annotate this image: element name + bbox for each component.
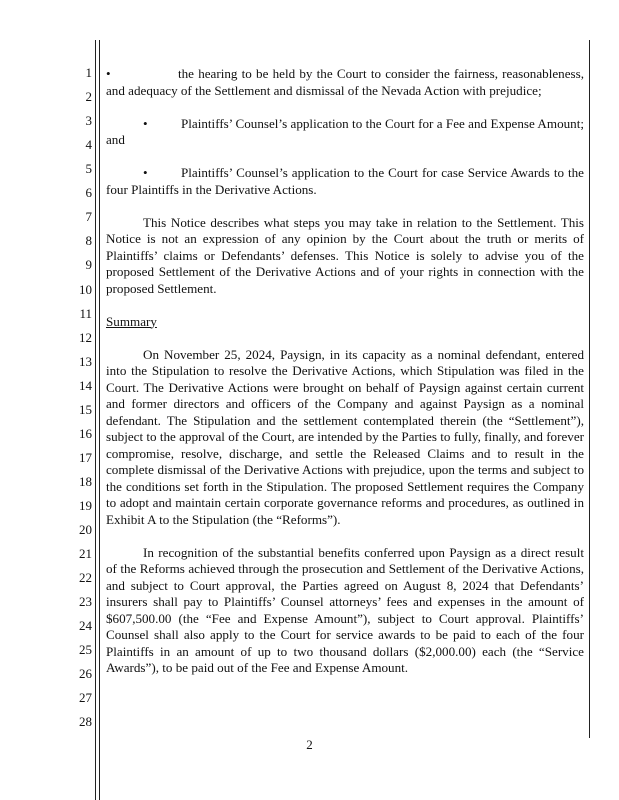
line-number: 1 bbox=[85, 65, 92, 80]
line-number: 27 bbox=[79, 690, 92, 705]
line-number: 18 bbox=[79, 474, 92, 489]
line-number: 13 bbox=[79, 354, 92, 369]
bullet-text: Plaintiffs’ Counsel’s application to the Court for case Service Awards to the four Plaintiffs in the Derivative Actions. bbox=[106, 165, 584, 197]
line-number: 6 bbox=[85, 185, 92, 200]
page-number: 2 bbox=[306, 737, 313, 752]
right-margin-rule bbox=[589, 40, 590, 738]
left-margin-rule bbox=[95, 40, 96, 800]
line-number: 11 bbox=[79, 306, 92, 321]
line-number: 24 bbox=[79, 618, 92, 633]
line-number: 9 bbox=[85, 257, 92, 272]
line-number: 26 bbox=[79, 666, 92, 681]
line-number: 5 bbox=[85, 161, 92, 176]
line-number: 28 bbox=[79, 714, 92, 729]
bullet-item bbox=[106, 165, 584, 198]
left-margin-rule-inner bbox=[99, 40, 100, 800]
bullet-text: the hearing to be held by the Court to consider the fairness, reasonableness, and adequacy of the Settlement and dismissal of the Nevada Action with prejudice; bbox=[106, 66, 584, 98]
bullet-symbol: • bbox=[143, 165, 148, 180]
line-number: 16 bbox=[79, 426, 92, 441]
line-number: 3 bbox=[85, 113, 92, 128]
line-number: 15 bbox=[79, 402, 92, 417]
document-body bbox=[106, 66, 584, 677]
bullet-item bbox=[106, 66, 584, 99]
line-number: 22 bbox=[79, 570, 92, 585]
line-number: 14 bbox=[79, 378, 92, 393]
line-number: 25 bbox=[79, 642, 92, 657]
intro-paragraph: This Notice describes what steps you may take in relation to the Settlement. This Notice is not an expression of any opinion by the Court about the truth or merits of Plaintiffs’ claims or Defendants’ defenses. This Notice is solely to advise you of the proposed Settlement of the Derivative Actions and of your rights in connection with the proposed Settlement. bbox=[106, 214, 584, 296]
line-number: 4 bbox=[85, 137, 92, 152]
summary-paragraph: On November 25, 2024, Paysign, in its capacity as a nominal defendant, entered into the Stipulation to resolve the Derivative Actions, which Stipulation was filed in the Court. The Derivative Actions were brought on behalf of Paysign against certain current and former directors and officers of the Company and against Paysign as a nominal defendant. The Stipulation and the settlement contemplated therein (the “Settlement”), subject to the approval of the Court, are intended by the Parties to fully, finally, and forever compromise, resolve, discharge, and settle the Released Claims and to result in the complete dismissal of the Derivative Actions with prejudice, upon the terms and subject to the conditions set forth in the Stipulation. The proposed Settlement requires the Company to adopt and maintain certain corporate governance reforms and procedures, as outlined in Exhibit A to the Stipulation (the “Reforms”). bbox=[106, 346, 584, 527]
bullet-symbol: • bbox=[143, 115, 148, 131]
summary-heading: Summary bbox=[106, 313, 157, 329]
line-number: 19 bbox=[79, 498, 92, 513]
line-number: 21 bbox=[79, 546, 92, 561]
line-number: 10 bbox=[79, 282, 92, 297]
line-number: 7 bbox=[85, 209, 92, 224]
line-number: 8 bbox=[85, 233, 92, 248]
line-number: 12 bbox=[79, 330, 92, 345]
line-number: 20 bbox=[79, 522, 92, 537]
fee-paragraph: In recognition of the substantial benefits conferred upon Paysign as a direct result of the Reforms achieved through the prosecution and Settlement of the Derivative Actions, and subject to Court approval, the Parties agreed on August 8, 2024 that Defendants’ insurers shall pay to Plaintiffs’ Counsel attorneys’ fees and expenses in the amount of $607,500.00 (the “Fee and Expense Amount”), subject to Court approval. Plaintiffs’ Counsel shall also apply to the Court for service awards to be paid to each of the four Plaintiffs in an amount of up to two thousand dollars ($2,000.00) each (the “Service Awards”), to be paid out of the Fee and Expense Amount. bbox=[106, 544, 584, 675]
line-number: 17 bbox=[79, 450, 92, 465]
line-number: 2 bbox=[85, 89, 92, 104]
bullet-text: Plaintiffs’ Counsel’s application to the Court for a Fee and Expense Amount; and bbox=[106, 115, 584, 147]
line-number: 23 bbox=[79, 594, 92, 609]
bullet-item bbox=[106, 116, 584, 149]
bullet-symbol: • bbox=[106, 66, 111, 81]
